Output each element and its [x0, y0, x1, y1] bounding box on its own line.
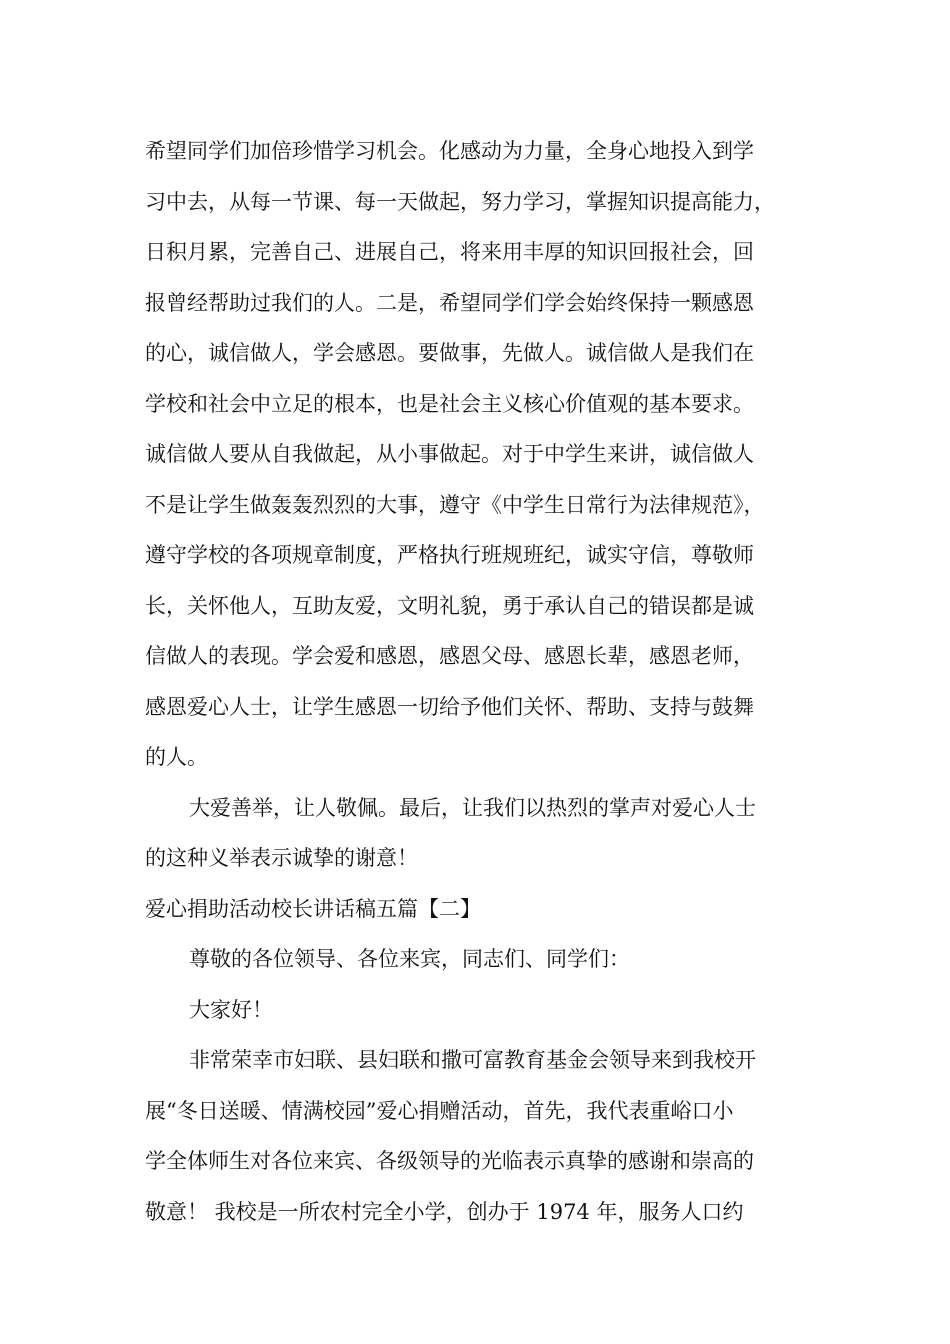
text-line: 不是让学生做轰轰烈烈的大事，遵守《中学生日常行为法律规范》，	[145, 492, 765, 517]
paragraph-first-line: 非常荣幸市妇联、县妇联和撒可富教育基金会领导来到我校开	[189, 1048, 756, 1072]
text-line: 日积月累，完善自己、进展自己，将来用丰厚的知识回报社会，回	[145, 240, 754, 264]
text-line: 希望同学们加倍珍惜学习机会。化感动为力量，全身心地投入到学	[145, 139, 754, 163]
text-line: 诚信做人要从自我做起，从小事做起。对于中学生来讲，诚信做人	[145, 442, 754, 466]
text-line: 的心，诚信做人，学会感恩。要做事，先做人。诚信做人是我们在	[145, 341, 754, 365]
salutation: 尊敬的各位领导、各位来宾，同志们、同学们：	[189, 947, 630, 971]
text-line: 感恩爱心人士，让学生感恩一切给予他们关怀、帮助、支持与鼓舞	[145, 694, 754, 719]
text-line: 的这种义举表示诚挚的谢意！	[145, 846, 418, 870]
text-line: 信做人的表现。学会爱和感恩，感恩父母、感恩长辈，感恩老师，	[145, 644, 754, 668]
text-line: 的人。	[145, 745, 208, 769]
text-line: 遵守学校的各项规章制度，严格执行班规班纪，诚实守信，尊敬师	[145, 543, 754, 567]
text-line: 展“冬日送暖、情满校园”爱心捐赠活动，首先，我代表重峪口小	[145, 1098, 734, 1123]
document-body	[145, 126, 825, 1237]
paragraph-first-line: 大爱善举，让人敬佩。最后，让我们以热烈的掌声对爱心人士	[189, 795, 756, 820]
text-line: 学全体师生对各位来宾、各级领导的光临表示真挚的感谢和崇高的	[145, 1149, 754, 1173]
section-heading: 爱心捐助活动校长讲话稿五篇【二】	[145, 896, 481, 921]
text-line: 报曾经帮助过我们的人。二是，希望同学们学会始终保持一颗感恩	[145, 290, 754, 315]
text-line: 习中去，从每一节课、每一天做起，努力学习，掌握知识提高能力，	[145, 189, 775, 214]
text-line: 学校和社会中立足的根本，也是社会主义核心价值观的基本要求。	[145, 391, 754, 416]
text-line: 长，关怀他人，互助友爱，文明礼貌，勇于承认自己的错误都是诚	[145, 593, 754, 618]
text-line: 敬意！ 我校是一所农村完全小学，创办于 1974 年，服务人口约	[145, 1199, 744, 1224]
greeting: 大家好！	[189, 997, 273, 1022]
